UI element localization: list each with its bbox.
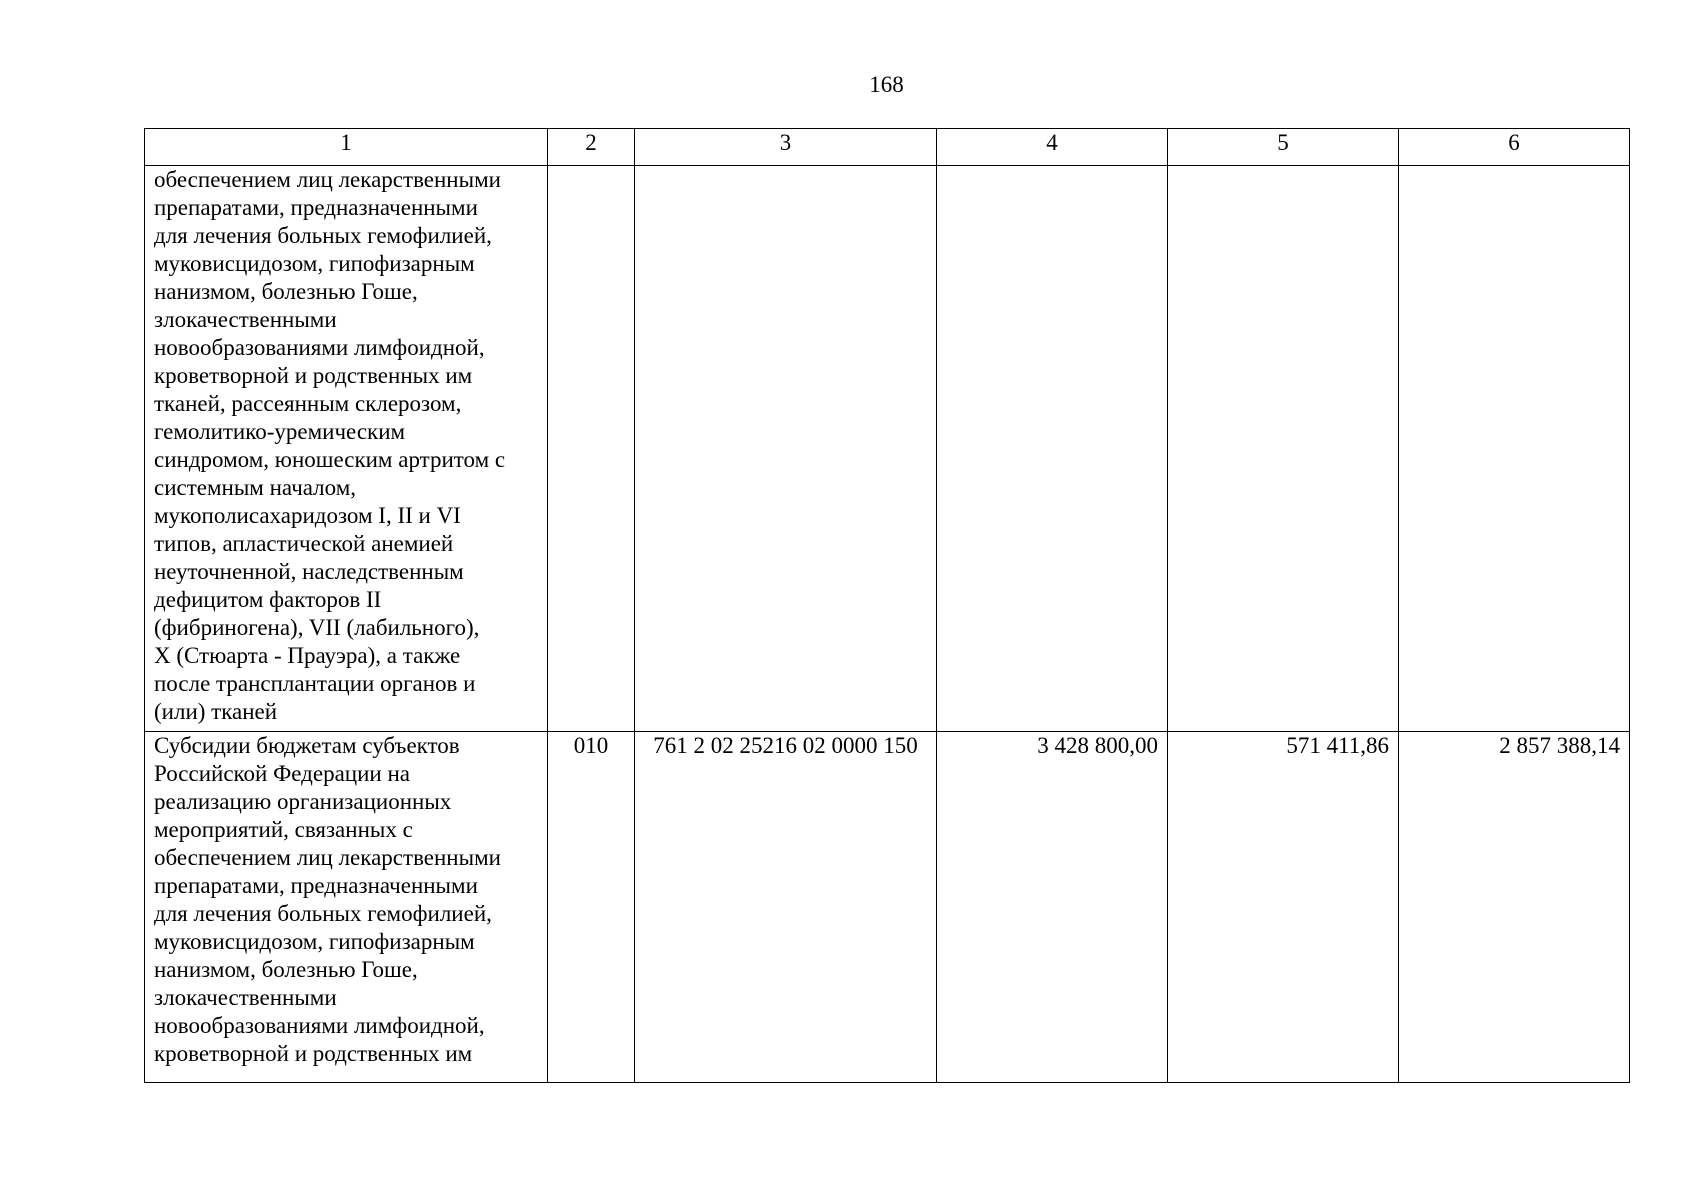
column-header: 3	[635, 129, 937, 166]
table-row	[145, 166, 1630, 732]
row-approved-cell	[937, 166, 1168, 732]
column-header: 2	[548, 129, 635, 166]
row-executed-cell	[1168, 166, 1399, 732]
row-approved-cell: 3 428 800,00	[937, 732, 1168, 1083]
row-kbk-cell	[635, 166, 937, 732]
table-row	[145, 732, 1630, 1083]
row-code-cell: 010	[548, 732, 635, 1083]
row-code-cell	[548, 166, 635, 732]
column-header: 5	[1168, 129, 1399, 166]
row-kbk-cell: 761 2 02 25216 02 0000 150	[635, 732, 937, 1083]
row-not-executed-cell	[1399, 166, 1630, 732]
row-name-cell: обеспечением лиц лекарственными препаратами, предназначенными для лечения больных гемофилией, муковисцидозом, гипофизарным нанизмом, болезнью Гоше, злокачественными новообразованиями лимфоидной, кроветворной и родственных им тканей, рассеянным склерозом, гемолитико-уремическим синдромом, юношеским артритом с системным началом, мукополисахаридозом I, II и VI типов, апластической анемией неуточненной, наследственным дефицитом факторов II (фибриногена), VII (лабильного), X (Стюарта - Прауэра), а также после трансплантации органов и (или) тканей	[145, 166, 548, 732]
row-not-executed-cell: 2 857 388,14	[1399, 732, 1630, 1083]
column-header: 6	[1399, 129, 1630, 166]
column-header: 1	[145, 129, 548, 166]
row-name-cell: Субсидии бюджетам субъектов Российской Федерации на реализацию организационных мероприятий, связанных с обеспечением лиц лекарственными препаратами, предназначенными для лечения больных гемофилией, муковисцидозом, гипофизарным нанизмом, болезнью Гоше, злокачественными новообразованиями лимфоидной, кроветворной и родственных им	[145, 732, 548, 1083]
row-executed-cell: 571 411,86	[1168, 732, 1399, 1083]
page-number: 168	[869, 72, 904, 97]
column-header: 4	[937, 129, 1168, 166]
budget-table	[144, 128, 1630, 1083]
table-header-row	[145, 129, 1630, 166]
